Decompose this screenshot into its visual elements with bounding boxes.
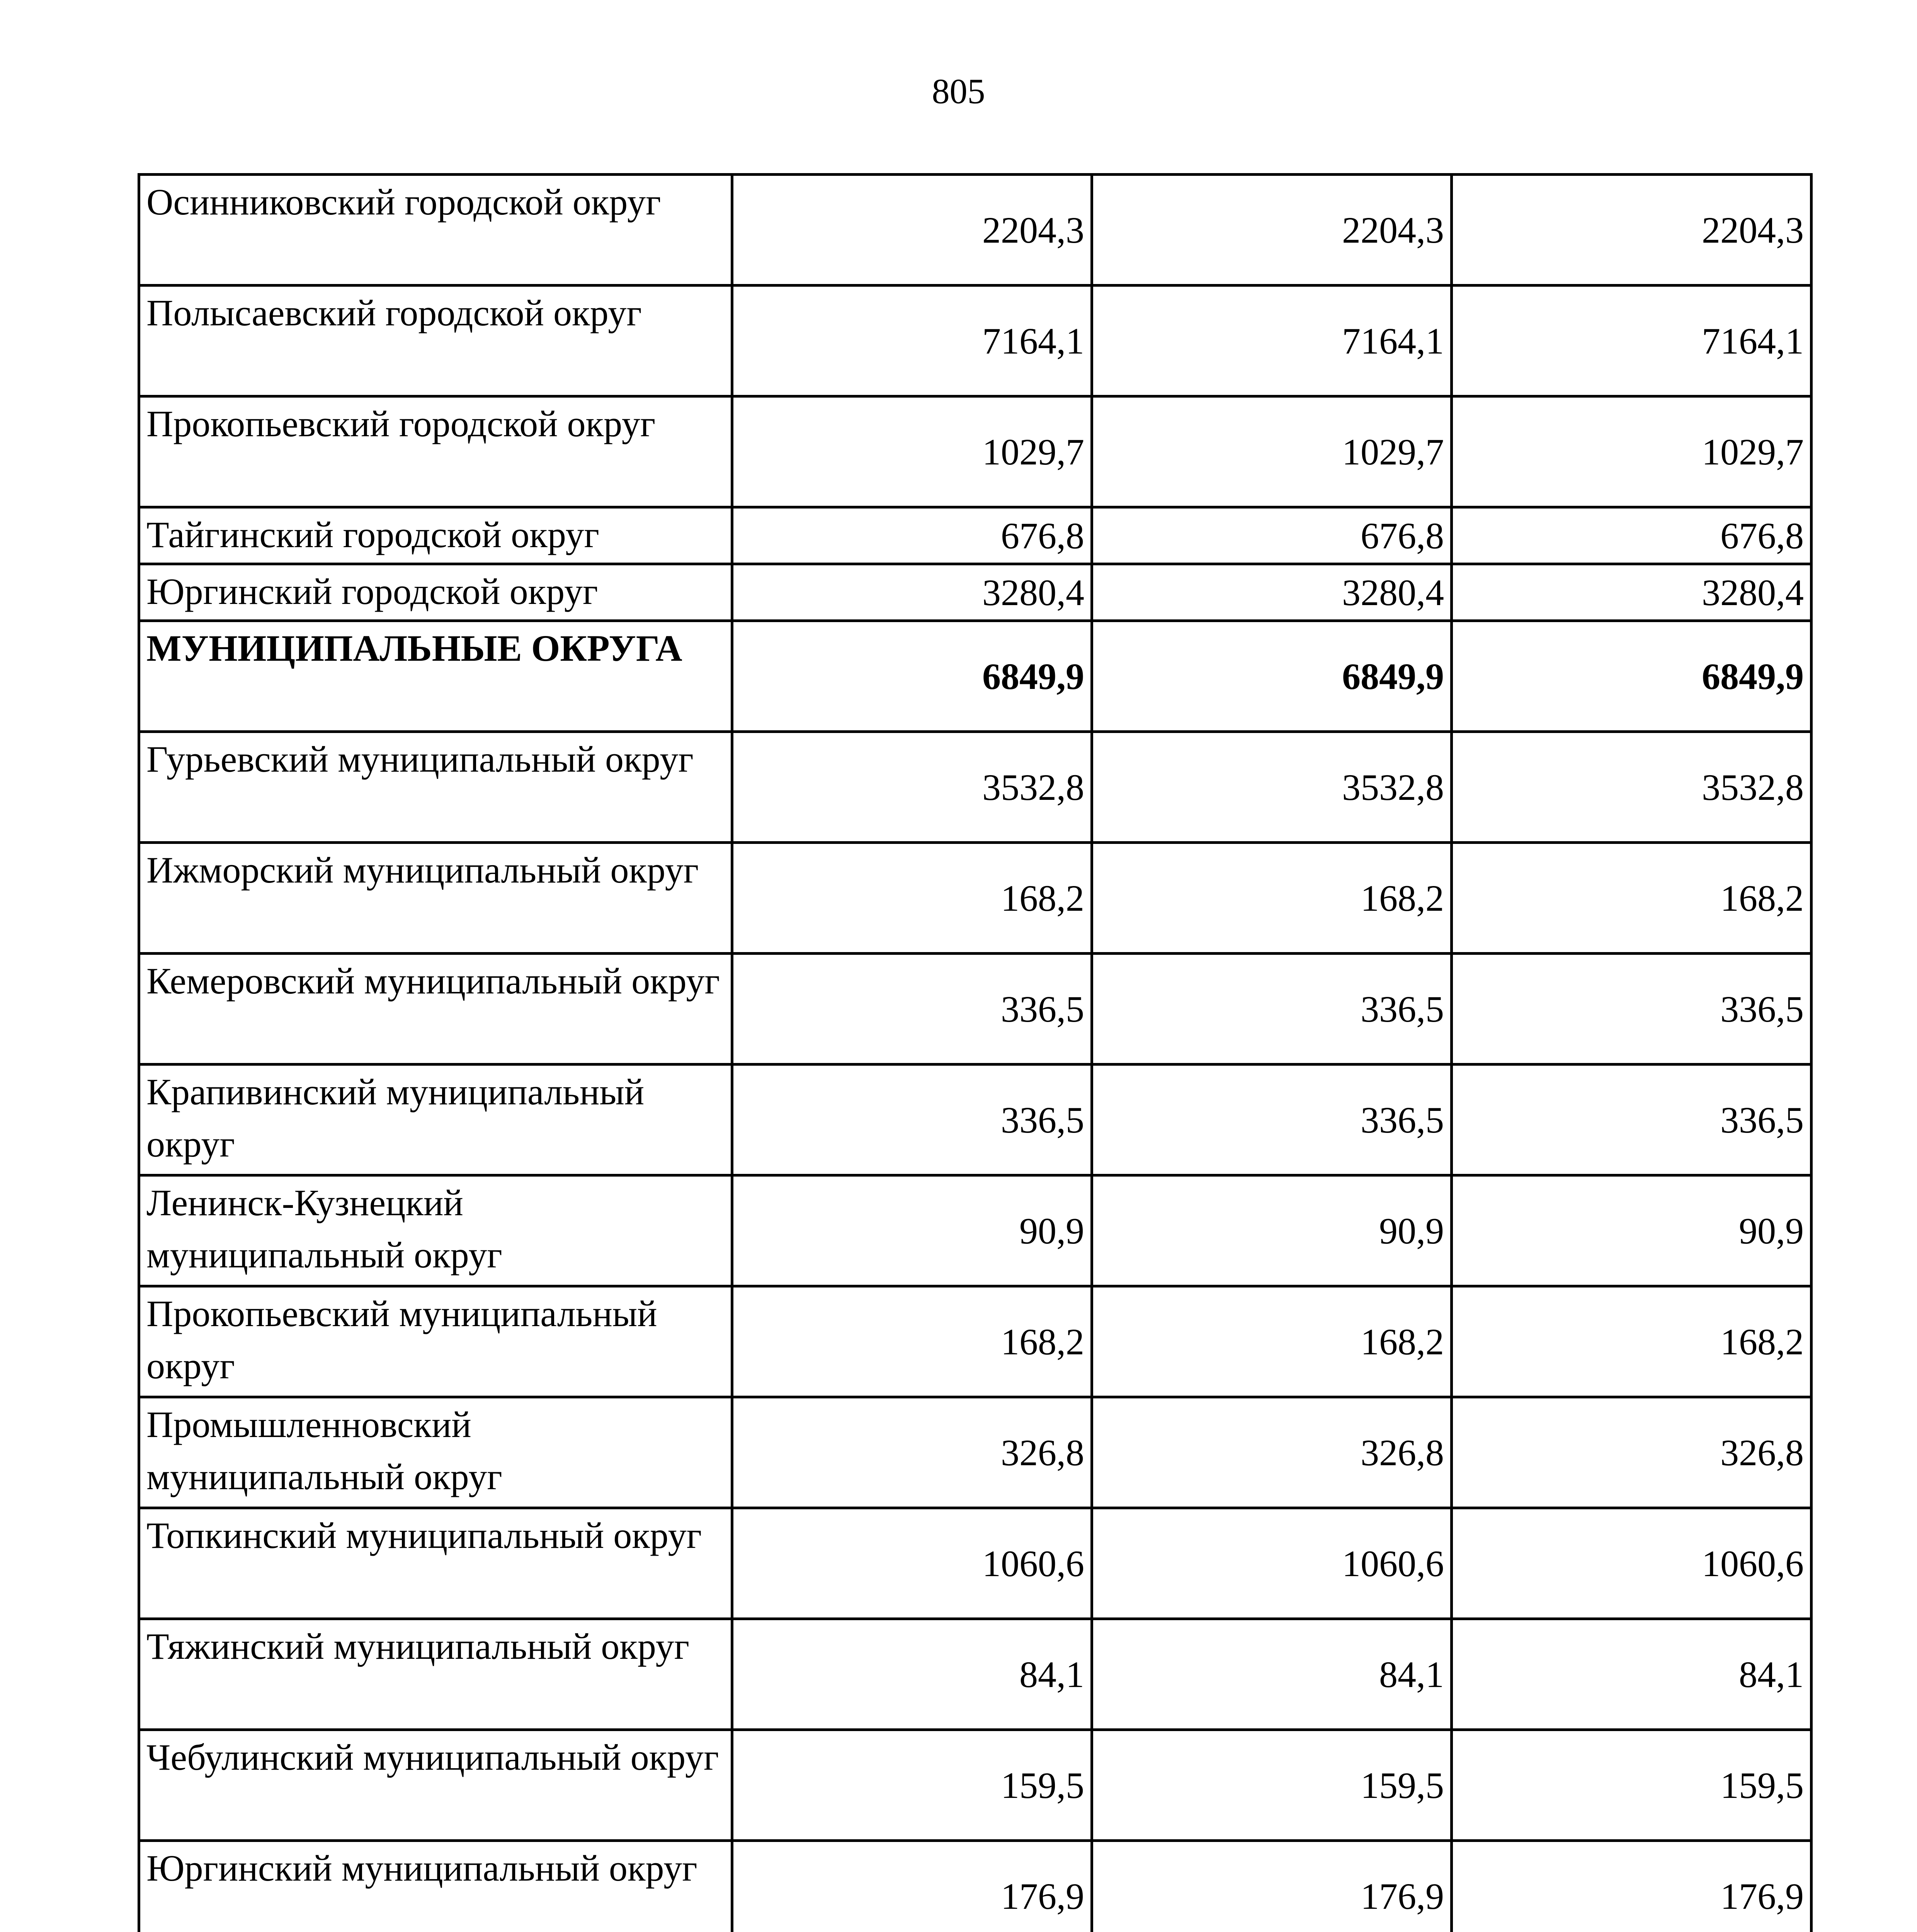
row-value-cell: 3532,8 — [732, 732, 1092, 843]
row-value-cell: 168,2 — [732, 843, 1092, 954]
row-value-cell: 2204,3 — [1452, 175, 1812, 286]
row-value-cell: 159,5 — [1092, 1730, 1452, 1841]
row-value-cell: 84,1 — [732, 1619, 1092, 1730]
row-value-cell: 168,2 — [1452, 843, 1812, 954]
row-name-cell: Крапивинский муниципальный округ — [139, 1065, 732, 1175]
row-name-cell: Чебулинский муниципальный округ — [139, 1730, 732, 1841]
row-value-cell: 3280,4 — [1452, 564, 1812, 621]
row-value-cell: 176,9 — [1452, 1841, 1812, 1932]
row-value-cell: 168,2 — [732, 1286, 1092, 1397]
row-name-cell: Юргинский городской округ — [139, 564, 732, 621]
table-row — [139, 175, 1812, 286]
row-name-cell: Тайгинский городской округ — [139, 507, 732, 564]
row-name-cell: Осинниковский городской округ — [139, 175, 732, 286]
row-value-cell: 1029,7 — [732, 396, 1092, 507]
table-row — [139, 396, 1812, 507]
row-value-cell: 84,1 — [1452, 1619, 1812, 1730]
row-value-cell: 168,2 — [1092, 1286, 1452, 1397]
row-value-cell: 7164,1 — [1092, 286, 1452, 396]
table-row — [139, 564, 1812, 621]
table-row — [139, 286, 1812, 396]
row-name-cell: Юргинский муниципальный округ — [139, 1841, 732, 1932]
row-value-cell: 3280,4 — [1092, 564, 1452, 621]
row-name-cell: Топкинский муниципальный округ — [139, 1508, 732, 1619]
row-name-cell: Полысаевский городской округ — [139, 286, 732, 396]
table-row — [139, 1508, 1812, 1619]
table-row — [139, 732, 1812, 843]
table-row — [139, 507, 1812, 564]
row-value-cell: 159,5 — [732, 1730, 1092, 1841]
table-row — [139, 1065, 1812, 1175]
table-row — [139, 1730, 1812, 1841]
row-value-cell: 6849,9 — [1092, 621, 1452, 732]
table-row — [139, 1397, 1812, 1508]
row-name-cell: Прокопьевский муниципальный округ — [139, 1286, 732, 1397]
budget-table — [138, 173, 1813, 1932]
page-number: 805 — [932, 71, 985, 111]
row-value-cell: 6849,9 — [1452, 621, 1812, 732]
row-value-cell: 90,9 — [732, 1175, 1092, 1286]
table-row — [139, 1175, 1812, 1286]
row-value-cell: 336,5 — [732, 954, 1092, 1065]
row-value-cell: 336,5 — [1092, 1065, 1452, 1175]
row-value-cell: 1029,7 — [1092, 396, 1452, 507]
row-name-cell: Ленинск-Кузнецкий муниципальный округ — [139, 1175, 732, 1286]
row-value-cell: 7164,1 — [732, 286, 1092, 396]
row-name-cell: Тяжинский муниципальный округ — [139, 1619, 732, 1730]
table-row — [139, 1286, 1812, 1397]
table-row-section-total — [139, 621, 1812, 732]
table-row — [139, 843, 1812, 954]
row-value-cell: 2204,3 — [1092, 175, 1452, 286]
row-name-cell: Ижморский муниципальный округ — [139, 843, 732, 954]
row-value-cell: 3532,8 — [1452, 732, 1812, 843]
row-value-cell: 1029,7 — [1452, 396, 1812, 507]
row-value-cell: 168,2 — [1452, 1286, 1812, 1397]
row-value-cell: 1060,6 — [1452, 1508, 1812, 1619]
row-value-cell: 336,5 — [1452, 1065, 1812, 1175]
row-value-cell: 326,8 — [1452, 1397, 1812, 1508]
row-value-cell: 6849,9 — [732, 621, 1092, 732]
row-value-cell: 3280,4 — [732, 564, 1092, 621]
row-name-cell: Гурьевский муниципальный округ — [139, 732, 732, 843]
row-value-cell: 168,2 — [1092, 843, 1452, 954]
row-value-cell: 2204,3 — [732, 175, 1092, 286]
row-value-cell: 1060,6 — [1092, 1508, 1452, 1619]
row-value-cell: 336,5 — [1452, 954, 1812, 1065]
row-value-cell: 176,9 — [732, 1841, 1092, 1932]
row-value-cell: 336,5 — [732, 1065, 1092, 1175]
table-row — [139, 954, 1812, 1065]
row-name-cell: Кемеровский муниципальный округ — [139, 954, 732, 1065]
row-value-cell: 90,9 — [1092, 1175, 1452, 1286]
table-row — [139, 1619, 1812, 1730]
row-value-cell: 336,5 — [1092, 954, 1452, 1065]
row-value-cell: 84,1 — [1092, 1619, 1452, 1730]
row-value-cell: 676,8 — [1092, 507, 1452, 564]
row-name-cell: Прокопьевский городской округ — [139, 396, 732, 507]
row-value-cell: 326,8 — [1092, 1397, 1452, 1508]
row-value-cell: 676,8 — [732, 507, 1092, 564]
row-value-cell: 159,5 — [1452, 1730, 1812, 1841]
row-name-cell: МУНИЦИПАЛЬНЫЕ ОКРУГА — [139, 621, 732, 732]
row-value-cell: 1060,6 — [732, 1508, 1092, 1619]
row-value-cell: 90,9 — [1452, 1175, 1812, 1286]
row-value-cell: 676,8 — [1452, 507, 1812, 564]
row-value-cell: 176,9 — [1092, 1841, 1452, 1932]
table-row — [139, 1841, 1812, 1932]
row-value-cell: 3532,8 — [1092, 732, 1452, 843]
row-value-cell: 326,8 — [732, 1397, 1092, 1508]
row-value-cell: 7164,1 — [1452, 286, 1812, 396]
row-name-cell: Промышленновский муниципальный округ — [139, 1397, 732, 1508]
